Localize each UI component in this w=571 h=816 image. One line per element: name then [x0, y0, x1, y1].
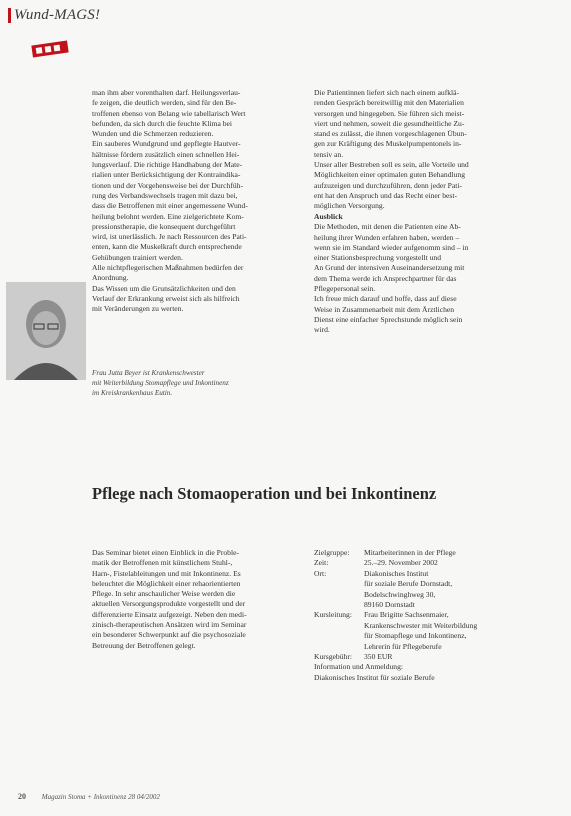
left-column-line: rialien unter Berücksichtigung der Kontraindika-: [92, 170, 241, 180]
intro-line: Das Seminar bietet einen Einblick in die Proble-: [92, 548, 239, 557]
info-value-line: für Stomapflege und Inkontinenz,: [364, 631, 467, 641]
info-label: Ort:: [314, 568, 327, 578]
right-column-line: Unser aller Bestreben soll es sein, alle Vorteile und: [314, 160, 469, 170]
outlook-line: An Grund der intensiven Auseinandersetzung mit: [314, 263, 465, 273]
outlook-line: Pflegepersonal sein.: [314, 284, 376, 294]
left-column-line: pressionstherapie, die konsequent durchgeführt: [92, 221, 236, 231]
left-column-line: befunden, da sich durch die feuchte Klima bei: [92, 118, 233, 128]
left-column-line: mit Veränderungen zu werten.: [92, 304, 184, 314]
info-value: [364, 558, 438, 568]
left-column-line: tionen und der Vorgehensweise bei der Durchfüh-: [92, 180, 243, 190]
info-row: [314, 548, 477, 558]
page-footer: [18, 792, 160, 801]
info-label: Kursleitung:: [314, 610, 352, 620]
outlook-line: heilung ihrer Wunden erfahren haben, werden –: [314, 232, 460, 242]
left-column-line: enten, kann die Muskelkraft durch entsprechende: [92, 242, 242, 252]
intro-line: Betreuung der Betroffenen gelegt.: [92, 640, 196, 650]
info-value: [364, 548, 456, 558]
info-value: [364, 652, 392, 662]
left-column-line: man ihm aber vorenthalten darf. Heilungsverlau-: [92, 88, 241, 97]
seminar-intro: [92, 548, 304, 651]
outlook-line: Dienst eine einfacher Sprechstunde möglich sein: [314, 314, 463, 324]
intro-line: Pflege. In sehr anschaulicher Weise werden die: [92, 589, 236, 599]
right-column-text: [314, 88, 524, 212]
caption-line: im Kreiskrankenhaus Eutin.: [92, 389, 173, 397]
left-column-line: Gehübungen trainiert werden.: [92, 252, 183, 262]
left-column-text: [92, 88, 302, 315]
info-value-line: Bodelschwinghweg 30,: [364, 589, 436, 599]
left-column-line: troffenen ebenso von Belang wie tabellarisch Wert: [92, 108, 246, 118]
left-column-line: lungsverlauf. Die richtige Handhabung der Mate-: [92, 160, 243, 170]
intro-line: Harn-, Fistelableitungen und mit Inkontinenz. Es: [92, 568, 241, 578]
left-column-line: dass die Betroffenen mit einer angemessene Wund-: [92, 201, 248, 211]
outlook-line: wenn sie im Standard wieder aufgenomm sind – in: [314, 242, 469, 252]
intro-line: ein besonderer Schwerpunkt auf die psychosoziale: [92, 630, 246, 640]
info-row: [314, 569, 477, 611]
right-column-line: Die Patientinnen liefert sich nach einem aufklä-: [314, 88, 460, 97]
section-heading: Pflege nach Stomaoperation und bei Inkontinenz: [92, 484, 437, 503]
info-label: Zielgruppe:: [314, 548, 350, 557]
outlook-line: Ich freue mich darauf und hoffe, dass auf diese: [314, 294, 457, 304]
info-tail-line: Diakonisches Institut für soziale Berufe: [314, 672, 435, 682]
info-value-line: Lehrerin für Pflegeberufe: [364, 641, 442, 651]
left-column-line: fe zeigen, die deutlich werden, sind für den Be-: [92, 98, 237, 108]
right-column-line: aufzuzeigen und durchzuführen, denn jeder Pati-: [314, 180, 463, 190]
author-photo: [6, 282, 86, 380]
info-label: Kursgebühr:: [314, 652, 352, 662]
seminar-info-table: [314, 548, 477, 683]
right-column-line: versorgen und hingegeben. Sie führen sich meist-: [314, 108, 465, 118]
footer-magazine-info: Magazin Stoma + Inkontinenz 28 04/2002: [41, 793, 160, 801]
left-column-line: heilung belohnt werden. Eine zielgerichtete Kom-: [92, 211, 244, 221]
right-column-line: gen zur Kräftigung des Muskelpumpentonels in-: [314, 139, 462, 149]
info-value-line: 25.–29. November 2002: [364, 558, 438, 568]
outlook-line: Die Methoden, mit denen die Patienten eine Ab-: [314, 222, 461, 232]
info-value-line: Frau Brigitte Sachsenmaier,: [364, 610, 449, 620]
outlook-line: Weise in Zusammenarbeit mit dem Ärztlichen: [314, 304, 455, 314]
info-row: [314, 610, 477, 652]
outlook-line: dem Thema werde ich Ansprechpartner für das: [314, 273, 457, 283]
info-value-line: Mitarbeiterinnen in der Pflege: [364, 548, 456, 557]
outlook-line: einer Stationsbesprechung vorgestellt und: [314, 253, 442, 263]
page-number: 20: [18, 792, 26, 801]
left-column-line: Das Wissen um die Grunsätzlichkeiten und den: [92, 283, 236, 293]
intro-line: aktuellen Versorgungsprodukte vorgestellt und der: [92, 599, 246, 609]
caption-line: Frau Jutta Beyer ist Krankenschwester: [92, 369, 205, 377]
outlook-line: wird.: [314, 325, 330, 335]
left-column-line: rung des Verbandswechsels tragen mit dazu bei,: [92, 190, 238, 200]
right-column-line: stand es zulässt, die ihnen vorgeschlagenen Übun-: [314, 129, 467, 139]
right-column-line: ent hat den Anspruch und das Recht einer best-: [314, 190, 457, 200]
info-value-line: 350 EUR: [364, 652, 393, 662]
intro-line: beleuchtet die Möglichkeit einer rehaorientierten: [92, 578, 241, 588]
intro-line: differenzierte Einsatz aufgezeigt. Neben den medi-: [92, 609, 247, 619]
left-column-line: Wunden und die Schmerzen reduzieren.: [92, 129, 214, 139]
left-column-line: Alle nichtpflegerischen Maßnahmen bedürfen der: [92, 263, 244, 273]
caption-line: mit Weiterbildung Stomapflege und Inkontinenz: [92, 379, 229, 387]
right-column-line: Möglichkeiten einer optimalen guten Behandlung: [314, 170, 465, 180]
info-tail-line: Information und Anmeldung:: [314, 662, 404, 672]
info-label: Zeit:: [314, 558, 329, 568]
info-value-line: Diakonisches Institut: [364, 568, 429, 578]
left-column-line: Anordnung.: [92, 273, 129, 283]
right-column-line: renden Gespräch bereitwillig mit den Materialien: [314, 98, 464, 108]
magazine-header-title: Wund-MAGS!: [14, 7, 101, 23]
intro-line: matik der Betroffenen mit künstlichem Stuhl-,: [92, 558, 233, 568]
photo-caption: [92, 368, 229, 398]
left-column-line: Verlauf der Erkrankung erweist sich als hilfreich: [92, 293, 240, 303]
info-value: [364, 610, 477, 652]
left-column-line: Ein sauberes Wundgrund und gepflegte Hautver-: [92, 139, 241, 149]
info-row: [314, 652, 477, 662]
info-value: [364, 569, 452, 611]
outlook-section: [314, 212, 524, 336]
intro-line: zinisch-therapeutischen Ansätzen wird im Seminar: [92, 620, 247, 630]
header-accent-bar: [8, 8, 11, 23]
right-column-line: viert und nehmen, soweit die gesundheitliche Zu-: [314, 118, 465, 128]
info-value-line: 89160 Dornstadt: [364, 600, 415, 610]
right-column-line: tensiv an.: [314, 149, 344, 159]
outlook-heading: Ausblick: [314, 212, 343, 221]
film-strip-logo-icon: [30, 40, 70, 58]
left-column-line: hältnisse fördern zusätzlich einen schnellen Hei-: [92, 149, 240, 159]
info-row: [314, 558, 477, 568]
info-value-line: Krankenschwester mit Weiterbildung: [364, 620, 478, 630]
info-value-line: für soziale Berufe Dornstadt,: [364, 579, 453, 589]
right-column-line: möglichen Versorgung.: [314, 201, 385, 211]
left-column-line: wird, ist unerlässlich. Je nach Ressourcen des Pati-: [92, 232, 247, 242]
